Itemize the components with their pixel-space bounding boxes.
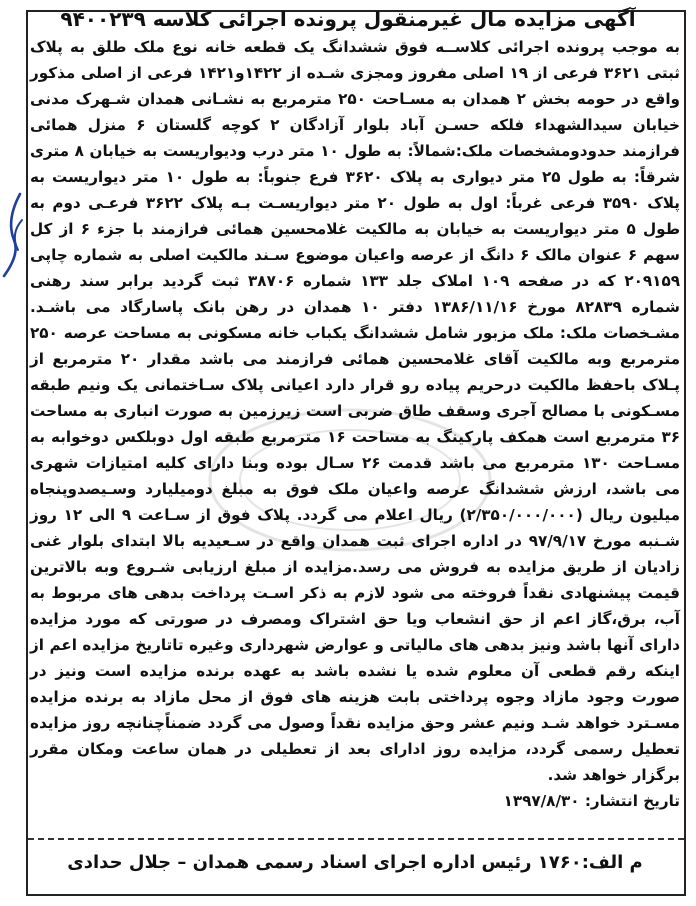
- blue-pen-stroke-icon: [0, 190, 24, 280]
- notice-title: آگهی مزایده مال غیرمنقول پرونده اجرائی کلاسه ۹۴۰۰۲۳۹: [60, 7, 636, 31]
- footer-divider: [28, 838, 684, 840]
- publish-date: تاریخ انتشار: ۱۳۹۷/۸/۳۰: [503, 792, 680, 810]
- notice-paragraph: به موجب پرونده اجرائی کلاســه فوق ششدانگ یک قطعه خانه نوع ملک طلق به پلاک ثبتی ۳۶۲۱ فرعی از ۱۹ اصلی مفروز ومجزی شـده از ۱۴۲۲و۱۴۲۱ فرعی از اصلی مذکور واقع در حومه بخش ۲ همدان به مسـاحت ۲۵۰ مترمربع به نشـانی همدان شـهرک مدنی خیابان سیدالشهداء فلکه حسـن آباد بلوار آزادگان ۲ کوچه گلستان ۶ منزل همائی فرازمند حدودومشخصات ملک:شمالاً: به طول ۱۰ متر درب ودیواریست به خیابان ۸ متری شرقاً: به طول ۲۵ متر دیواری به پلاک ۳۶۲۰ فرع جنوباً: به طول ۱۰ متر دیواریست به پلاک ۳۵۹۰ فرعی غرباً: اول به طول ۲۰ متر دیواریسـت بـه پلاک ۳۶۲۲ فرعـی دوم به طول ۵ متر دیواریست به خیابان به مالکیت غلامحسین همائی فرازمند با جزء ۶ از کل سهم ۶ عنوان مالک ۶ دانگ از عرصه واعیان موضوع سـند مالکیت اصلی به شماره چاپی ۲۰۹۱۵۹ که در صفحه ۱۰۹ املاک جلد ۱۳۳ شماره ۳۸۷۰۶ ثبت گردید برابر سند رهنی شماره ۸۲۸۳۹ مورخ ۱۳۸۶/۱۱/۱۶ دفتر ۱۰ همدان در رهن بانک پاسارگاد می باشـد. مشـخصات ملک: ملک مزبور شامل ششدانگ یکباب خانه مسکونی به مساحت عرصه ۲۵۰ مترمربع وبه مالکیت آقای غلامحسین همائی فرازمند می باشد مقدار ۲۰ مترمربع از پـلاک باحفظ مالکیت درحریم پیاده رو قرار دارد اعیانی پلاک سـاختمانی یک ونیم طبقه مسـکونی با مصالح آجری وسقف طاق ضربی است زیرزمین به صورت انباری به مساحت ۳۶ مترمربع است همکف پارکینگ به مساحت ۱۶ مترمربع طبقه اول دوبلکس دوخوابه به مسـاحت ۱۳۰ مترمربع می باشد قدمت ۲۶ سـال بوده وبنا دارای کلیه امتیازات شهری می باشد، ارزش ششدانگ عرصه واعیان ملک فوق به مبلغ دومیلیارد وسـیصدوپنجاه میلیون ریال (۲/۳۵۰/۰۰۰/۰۰۰) ریال اعلام می گردد. پلاک فوق از سـاعت ۹ الی ۱۲ روز شـنبه مورخ ۹۷/۹/۱۷ در اداره اجرای ثبت همدان واقع در سـعیدیه بالا ابتدای بلوار غنی زادیان از طریق مزایده به فروش می رسد.مزایده از مبلغ ارزیابی شـروع وبه بالاترین قیمت پیشنهادی نقداً فروخته می شود لازم به ذکر اسـت پرداخت بدهی های مربوط به آب، برق،گاز اعم از حق انشعاب ویا حق اشتراک ومصرف در صورتی که مورد مزایده دارای آنها باشد ونیز بدهی های مالیاتی و عوارض شهرداری وغیره تاتاریخ مزایده اعم از اینکه رقم قطعی آن معلوم شده یا نشده باشد به عهده برنده مزایده است ونیز در صورت وجود مازاد وجوه پرداختی بابت هزینه های فوق از محل مازاد به برنده مزایده مسـترد خواهد شـد ونیم عشر وحق مزایده نقداً وصول می گردد ضمناًچنانچه روز مزایده تعطیل رسمی گردد، مزایده روز ادارای بعد از تعطیلی در همان ساعت ومکان مقرر برگزار خواهد شد.: [30, 38, 681, 784]
- signature-line: م الف:۱۷۶۰ رئیس اداره اجرای اسناد رسمی همدان – جلال حدادی: [67, 852, 643, 873]
- faint-seal-watermark-icon: [200, 400, 500, 560]
